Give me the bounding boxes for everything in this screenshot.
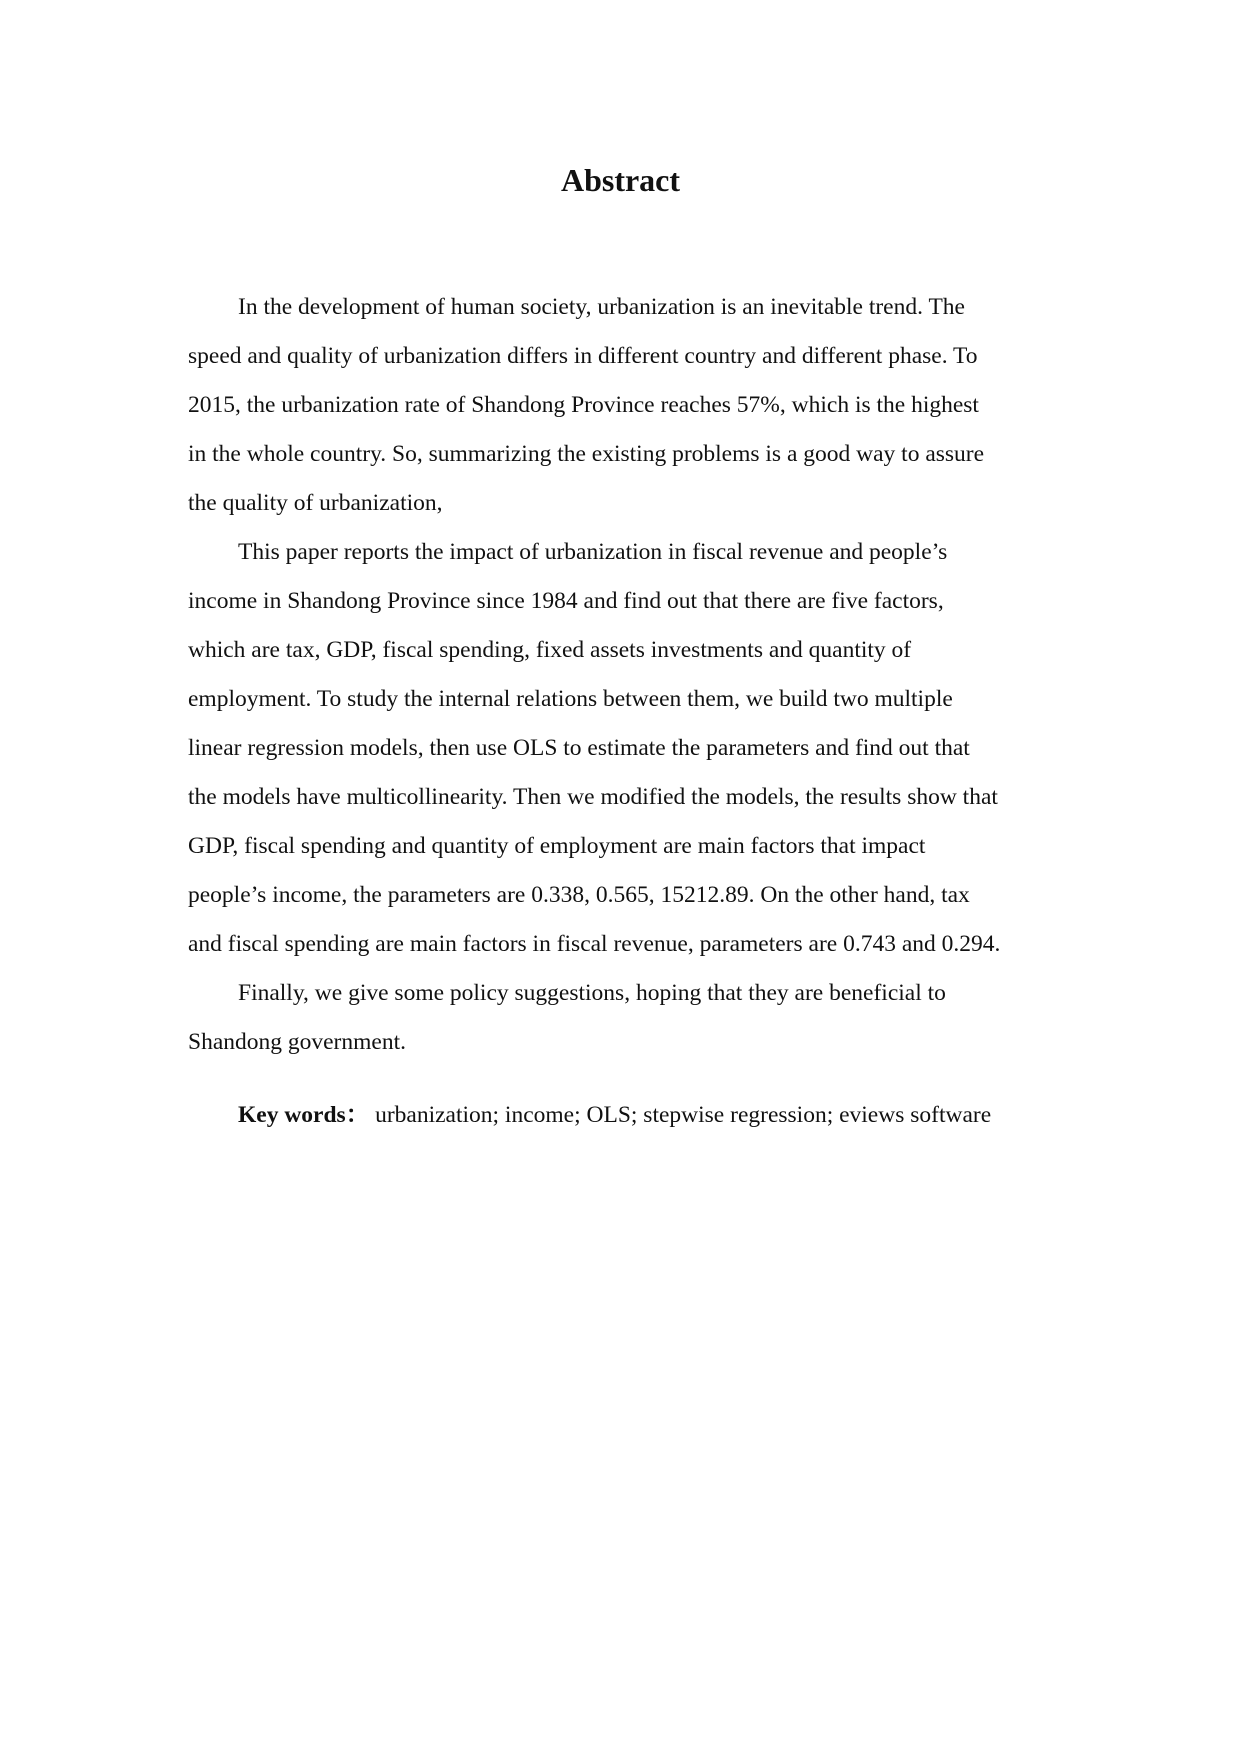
text-line: speed and quality of urbanization differs in different country and different phase. To: [188, 343, 978, 369]
text-line: the models have multicollinearity. Then we modified the models, the results show that: [188, 784, 998, 810]
text-line: and fiscal spending are main factors in fiscal revenue, parameters are 0.743 and 0.294.: [188, 931, 1001, 957]
text-line: Finally, we give some policy suggestions, hoping that they are beneficial to: [238, 980, 946, 1006]
text-line: the quality of urbanization,: [188, 490, 443, 516]
text-line: which are tax, GDP, fiscal spending, fixed assets investments and quantity of: [188, 637, 912, 663]
keywords-value: urbanization; income; OLS; stepwise regression; eviews software: [375, 1102, 992, 1128]
paragraph-2: [188, 528, 1058, 969]
keywords-line: [238, 1095, 991, 1135]
text-line: employment. To study the internal relations between them, we build two multiple: [188, 686, 953, 712]
text-line: Shandong government.: [188, 1029, 406, 1055]
paragraph-1: [188, 283, 1058, 528]
text-line: income in Shandong Province since 1984 and find out that there are five factors,: [188, 588, 944, 614]
page-title: Abstract: [560, 162, 681, 198]
text-line: 2015, the urbanization rate of Shandong Province reaches 57%, which is the highest: [188, 392, 979, 418]
text-line: GDP, fiscal spending and quantity of employment are main factors that impact: [188, 833, 926, 859]
text-line: In the development of human society, urbanization is an inevitable trend. The: [238, 294, 965, 320]
paragraph-3: [188, 969, 1058, 1067]
text-line: people’s income, the parameters are 0.338, 0.565, 15212.89. On the other hand, tax: [188, 882, 970, 908]
text-line: linear regression models, then use OLS to estimate the parameters and find out that: [188, 735, 970, 761]
text-line: in the whole country. So, summarizing the existing problems is a good way to assure: [188, 441, 985, 467]
abstract-body: [188, 283, 1058, 1067]
text-line: This paper reports the impact of urbanization in fiscal revenue and people’s: [238, 539, 948, 565]
keywords-label: Key words：: [238, 1102, 370, 1128]
